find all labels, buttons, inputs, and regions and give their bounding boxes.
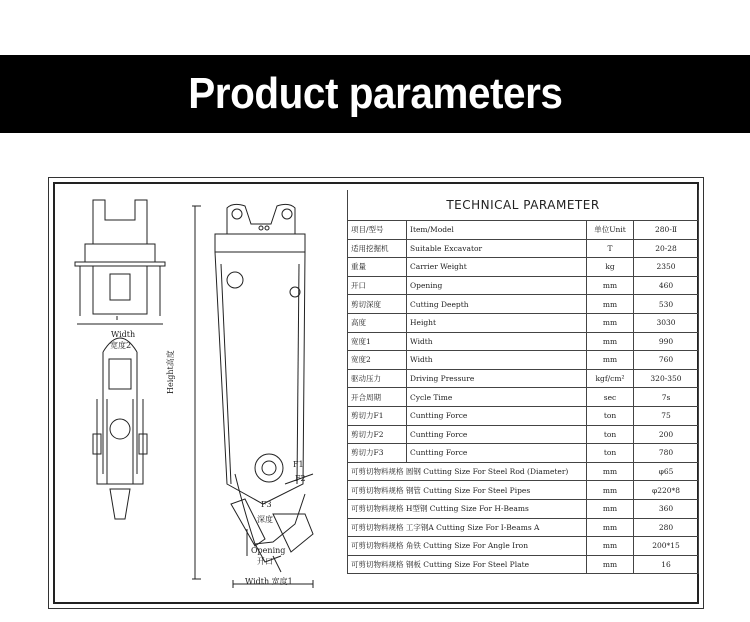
cut-size-value: 200*15	[634, 537, 699, 556]
cut-size-value: 360	[634, 499, 699, 518]
table-row	[348, 239, 699, 258]
table-row	[348, 351, 699, 370]
cut-size-unit: mm	[587, 537, 634, 556]
row-value: 320-350	[634, 369, 699, 388]
side-view	[192, 204, 313, 588]
cut-size-row	[348, 555, 699, 574]
row-en: Height	[407, 313, 587, 332]
table-row	[348, 295, 699, 314]
row-cn: 开合周期	[348, 388, 407, 407]
row-en: Width	[407, 351, 587, 370]
cut-size-text: 可剪切物料规格 圆钢 Cutting Size For Steel Rod (Diameter)	[348, 462, 587, 481]
row-value: 990	[634, 332, 699, 351]
row-value: 75	[634, 406, 699, 425]
technical-parameter-table	[347, 190, 699, 574]
row-en: Opening	[407, 276, 587, 295]
row-value: 7s	[634, 388, 699, 407]
width2-label: 宽度2	[110, 341, 132, 350]
row-unit: mm	[587, 332, 634, 351]
table-row	[348, 276, 699, 295]
row-value: 200	[634, 425, 699, 444]
row-cn: 重量	[348, 258, 407, 277]
row-cn: 宽度1	[348, 332, 407, 351]
header-model: 280-Ⅱ	[634, 221, 699, 240]
header-cn: 项目/型号	[348, 221, 407, 240]
cut-size-value: 16	[634, 555, 699, 574]
cut-size-unit: mm	[587, 499, 634, 518]
row-value: 760	[634, 351, 699, 370]
row-cn: 宽度2	[348, 351, 407, 370]
row-en: Carrier Weight	[407, 258, 587, 277]
row-en: Driving Pressure	[407, 369, 587, 388]
spec-sheet	[48, 177, 704, 609]
row-en: Cuntting Force	[407, 406, 587, 425]
row-en: Cuntting Force	[407, 444, 587, 463]
header-unit: 单位Unit	[587, 221, 634, 240]
row-unit: kgf/cm²	[587, 369, 634, 388]
row-en: Cuntting Force	[407, 425, 587, 444]
row-cn: 高度	[348, 313, 407, 332]
table-row	[348, 258, 699, 277]
cut-size-text: 可剪切物料规格 工字钢A Cutting Size For I-Beams A	[348, 518, 587, 537]
row-cn: 适用挖掘机	[348, 239, 407, 258]
row-unit: mm	[587, 295, 634, 314]
row-unit: sec	[587, 388, 634, 407]
row-unit: ton	[587, 406, 634, 425]
shear-drawing-svg	[55, 184, 345, 604]
row-unit: ton	[587, 425, 634, 444]
row-unit: T	[587, 239, 634, 258]
row-cn: 开口	[348, 276, 407, 295]
row-value: 3030	[634, 313, 699, 332]
cut-size-value: 280	[634, 518, 699, 537]
row-value: 20-28	[634, 239, 699, 258]
cut-size-row	[348, 462, 699, 481]
row-en: Cycle Time	[407, 388, 587, 407]
row-cn: 驱动压力	[348, 369, 407, 388]
row-cn: 剪切力F2	[348, 425, 407, 444]
row-value: 530	[634, 295, 699, 314]
row-unit: kg	[587, 258, 634, 277]
row-value: 780	[634, 444, 699, 463]
cut-size-value: φ65	[634, 462, 699, 481]
row-unit: mm	[587, 313, 634, 332]
row-en: Cutting Deepth	[407, 295, 587, 314]
cut-size-unit: mm	[587, 481, 634, 500]
row-unit: mm	[587, 276, 634, 295]
cut-size-row	[348, 537, 699, 556]
technical-drawing	[55, 184, 345, 602]
table-row	[348, 313, 699, 332]
row-en: Width	[407, 332, 587, 351]
table-row	[348, 425, 699, 444]
table-row	[348, 332, 699, 351]
opening-label: Opening	[251, 546, 286, 555]
table-row	[348, 406, 699, 425]
front-view	[75, 200, 165, 519]
row-unit: ton	[587, 444, 634, 463]
cut-size-text: 可剪切物料规格 钢板 Cutting Size For Steel Plate	[348, 555, 587, 574]
cut-size-unit: mm	[587, 462, 634, 481]
banner	[0, 55, 750, 133]
cut-size-text: 可剪切物料规格 H型钢 Cutting Size For H-Beams	[348, 499, 587, 518]
table-row	[348, 369, 699, 388]
table-row	[348, 388, 699, 407]
opening-cn-label: 开口	[257, 557, 273, 566]
table-title-row	[348, 190, 699, 221]
spec-sheet-frame	[53, 182, 699, 604]
depth-label: 深度	[257, 515, 273, 524]
table-row	[348, 444, 699, 463]
row-cn: 剪切力F3	[348, 444, 407, 463]
cut-size-row	[348, 481, 699, 500]
cut-size-unit: mm	[587, 518, 634, 537]
cut-size-unit: mm	[587, 555, 634, 574]
row-unit: mm	[587, 351, 634, 370]
row-cn: 剪切力F1	[348, 406, 407, 425]
height-label: Height高度	[166, 350, 175, 394]
row-value: 460	[634, 276, 699, 295]
cut-size-row	[348, 518, 699, 537]
banner-title: Product parameters	[187, 69, 563, 118]
f3-label: F3	[261, 500, 272, 509]
header-en: Item/Model	[407, 221, 587, 240]
table-header-row	[348, 221, 699, 240]
row-value: 2350	[634, 258, 699, 277]
width-label: Width	[111, 330, 136, 339]
cut-size-row	[348, 499, 699, 518]
width1-label: Width 宽度1	[245, 577, 293, 586]
table-title: TECHNICAL PARAMETER	[348, 190, 699, 221]
row-cn: 剪切深度	[348, 295, 407, 314]
f2-label: F2	[295, 474, 306, 483]
cut-size-text: 可剪切物料规格 钢管 Cutting Size For Steel Pipes	[348, 481, 587, 500]
cut-size-text: 可剪切物料规格 角铁 Cutting Size For Angle Iron	[348, 537, 587, 556]
f1-label: F1	[293, 460, 304, 469]
cut-size-value: φ220*8	[634, 481, 699, 500]
row-en: Suitable Excavator	[407, 239, 587, 258]
